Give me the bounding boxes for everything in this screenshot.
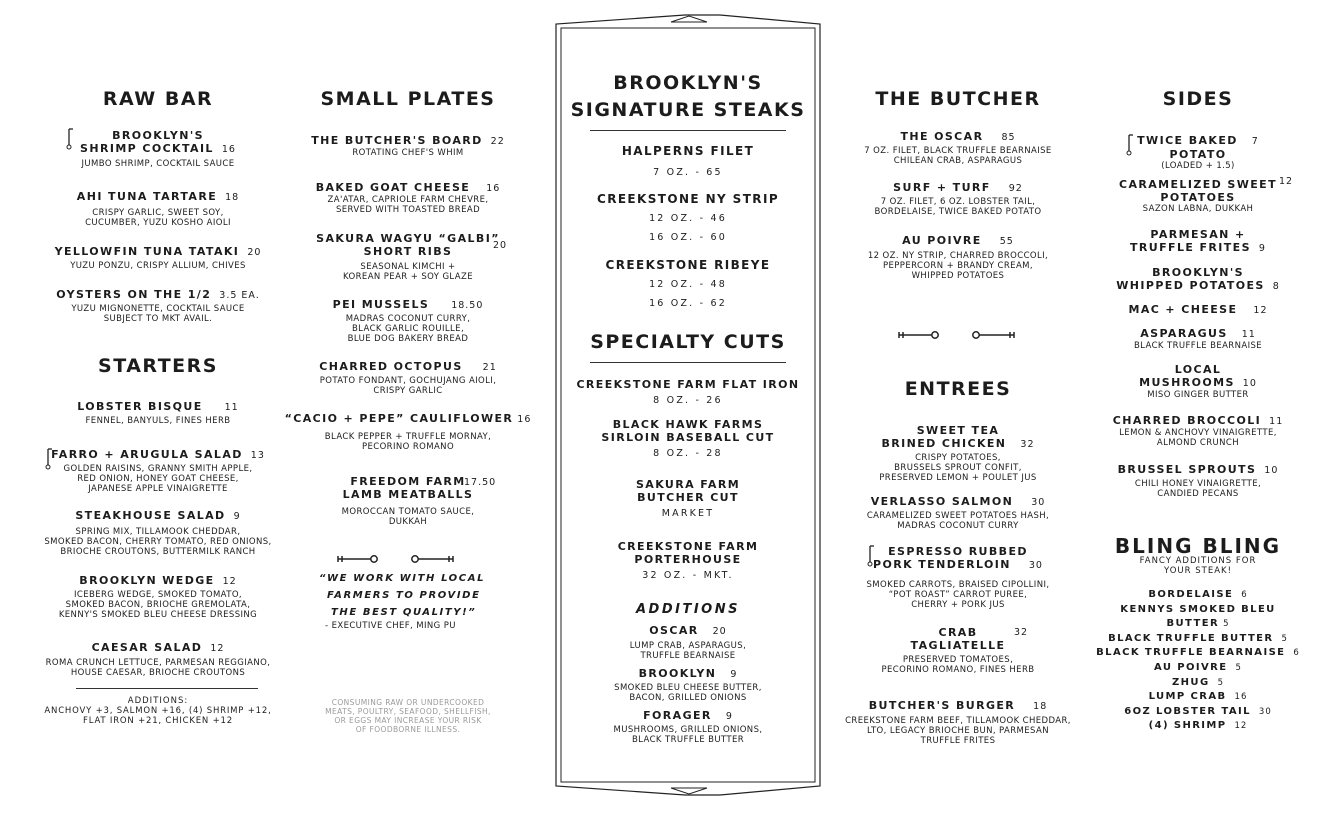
menu-item bbox=[283, 298, 533, 344]
bling-item-price: 6 bbox=[1241, 590, 1248, 600]
bling-item-name: LUMP CRAB bbox=[1148, 691, 1227, 703]
item-description: PECORINO ROMANO bbox=[361, 442, 455, 452]
additions-heading: ADDITIONS bbox=[636, 602, 740, 617]
item-name: BROOKLYN'S bbox=[112, 129, 204, 142]
menu-item bbox=[18, 190, 298, 228]
item-price: 9 bbox=[233, 511, 241, 522]
addition-description: LUMP CRAB, ASPARAGUS, bbox=[629, 641, 747, 651]
menu-item bbox=[283, 412, 533, 452]
item-description: (LOADED + 1.5) bbox=[1161, 161, 1235, 171]
item-price: 7 bbox=[1251, 136, 1259, 147]
disclaimer-text: CONSUMING RAW OR UNDERCOOKED bbox=[331, 698, 485, 707]
item-description: CHILI HONEY VINAIGRETTE, bbox=[1134, 479, 1262, 489]
cut-name: CREEKSTONE FARM FLAT IRON bbox=[576, 378, 800, 391]
item-description: ROMA CRUNCH LETTUCE, PARMESAN REGGIANO, bbox=[45, 658, 271, 668]
item-description: SEASONAL KIMCHI + bbox=[360, 262, 456, 272]
item-price: 22 bbox=[490, 136, 505, 147]
menu-item bbox=[18, 448, 298, 494]
bling-item-price: 30 bbox=[1258, 706, 1272, 717]
menu-item bbox=[18, 400, 298, 426]
addition-name: FORAGER bbox=[643, 709, 712, 722]
menu-item bbox=[1092, 414, 1304, 448]
bling-item-price: 6 bbox=[1293, 648, 1300, 659]
item-description: 7 OZ. FILET, BLACK TRUFFLE BEARNAISE bbox=[864, 146, 1052, 156]
key-ornament-icon bbox=[335, 550, 459, 569]
item-price: 17.50 bbox=[464, 477, 497, 488]
quote-line: FARMERS TO PROVIDE bbox=[327, 590, 481, 601]
additions-text: FLAT IRON +21, CHICKEN +12 bbox=[83, 716, 233, 726]
butcher-heading: THE BUTCHER bbox=[875, 88, 1041, 110]
item-price: 16 bbox=[517, 414, 532, 425]
menu-item bbox=[830, 181, 1086, 217]
item-description: PRESERVED TOMATOES, bbox=[902, 655, 1014, 665]
menu-item bbox=[18, 245, 298, 271]
item-price: 3.5 EA. bbox=[219, 290, 260, 301]
addition-item bbox=[566, 624, 810, 661]
starters-heading: STARTERS bbox=[98, 355, 218, 377]
addition-name: BROOKLYN bbox=[638, 667, 717, 680]
item-description: LEMON & ANCHOVY VINAIGRETTE, bbox=[1119, 428, 1277, 438]
addition-price: 9 bbox=[730, 669, 738, 680]
item-price: 18 bbox=[1033, 701, 1048, 712]
item-price: 12 bbox=[210, 643, 225, 654]
item-name: SWEET TEA bbox=[916, 424, 1000, 437]
cut-name: BUTCHER CUT bbox=[637, 491, 739, 504]
cut-item bbox=[566, 378, 810, 407]
item-description: YUZU MIGNONETTE, COCKTAIL SAUCE bbox=[71, 304, 245, 314]
menu-item bbox=[18, 574, 298, 620]
chef-quote bbox=[319, 570, 485, 632]
bling-item-name: (4) SHRIMP bbox=[1148, 720, 1227, 732]
item-description: BRUSSELS SPROUT CONFIT, bbox=[894, 463, 1022, 473]
item-name: BRUSSEL SPROUTS bbox=[1117, 463, 1257, 476]
item-description: ALMOND CRUNCH bbox=[1156, 438, 1240, 448]
item-price: 55 bbox=[999, 236, 1014, 247]
item-description: HOUSE CAESAR, BRIOCHE CROUTONS bbox=[70, 668, 246, 678]
bling-heading: BLING BLING bbox=[1114, 534, 1282, 558]
item-description: BRIOCHE CROUTONS, BUTTERMILK RANCH bbox=[60, 547, 256, 557]
item-name: BUTCHER'S BURGER bbox=[868, 699, 1016, 712]
item-description: PECORINO ROMANO, FINES HERB bbox=[881, 665, 1035, 675]
item-name: SURF + TURF bbox=[893, 181, 991, 194]
item-price: 32 bbox=[1014, 627, 1029, 638]
bling-item-price: 5 bbox=[1235, 662, 1242, 673]
steak-item bbox=[566, 145, 810, 179]
item-name: BAKED GOAT CHEESE bbox=[315, 181, 471, 194]
item-description: MADRAS COCONUT CURRY, bbox=[345, 314, 471, 324]
item-name: CHARRED BROCCOLI bbox=[1112, 414, 1262, 427]
menu-item bbox=[1092, 303, 1304, 317]
menu-item bbox=[1092, 266, 1304, 293]
item-description: PRESERVED LEMON + POULET JUS bbox=[879, 473, 1037, 483]
item-price: 16 bbox=[486, 183, 501, 194]
item-name: BRINED CHICKEN bbox=[881, 437, 1007, 450]
item-name: MUSHROOMS bbox=[1139, 376, 1235, 389]
item-name: LOBSTER BISQUE bbox=[77, 400, 203, 413]
item-name: MAC + CHEESE bbox=[1128, 303, 1238, 316]
bling-item-name: BORDELAISE bbox=[1148, 589, 1234, 600]
cut-name: PORTERHOUSE bbox=[634, 553, 742, 566]
item-name: POTATO bbox=[1169, 148, 1227, 161]
addition-description: BACON, GRILLED ONIONS bbox=[629, 693, 747, 703]
item-price: 9 bbox=[1258, 243, 1266, 254]
item-price: 32 bbox=[1020, 439, 1035, 450]
disclaimer-text: OR EGGS MAY INCREASE YOUR RISK bbox=[334, 716, 482, 725]
signature-heading: SIGNATURE STEAKS bbox=[570, 99, 806, 121]
item-description: RED ONION, HONEY GOAT CHEESE, bbox=[77, 474, 239, 484]
bling-item-price: 5 bbox=[1217, 677, 1224, 688]
addition-item bbox=[566, 667, 810, 703]
item-description: 12 OZ. NY STRIP, CHARRED BROCCOLI, bbox=[867, 251, 1049, 261]
item-price: 8 bbox=[1272, 281, 1280, 292]
item-price: 20 bbox=[493, 240, 508, 251]
addition-name: OSCAR bbox=[649, 624, 699, 637]
item-description: BLACK PEPPER + TRUFFLE MORNAY, bbox=[324, 432, 492, 442]
item-name: LAMB MEATBALLS bbox=[342, 488, 474, 501]
signature-icon bbox=[66, 128, 74, 154]
steak-name: CREEKSTONE RIBEYE bbox=[605, 258, 771, 272]
item-name: OYSTERS ON THE 1/2 bbox=[56, 288, 212, 301]
bling-item-name: BLACK TRUFFLE BUTTER bbox=[1108, 632, 1274, 644]
item-description: MISO GINGER BUTTER bbox=[1147, 390, 1249, 400]
menu-item bbox=[18, 641, 298, 678]
menu-item bbox=[1092, 327, 1304, 351]
disclaimer-text: MEATS, POULTRY, SEAFOOD, SHELLFISH, bbox=[325, 707, 491, 716]
item-price: 11 bbox=[1241, 329, 1256, 340]
item-price: 21 bbox=[482, 362, 497, 373]
addition-item bbox=[566, 709, 810, 745]
steak-size: 12 OZ. - 48 bbox=[649, 279, 727, 290]
menu-item bbox=[1092, 134, 1304, 171]
item-name: CAESAR SALAD bbox=[91, 641, 203, 654]
item-price: 20 bbox=[247, 247, 262, 258]
bling-item-price: 16 bbox=[1234, 692, 1248, 703]
steak-item bbox=[566, 193, 810, 244]
cut-name: BLACK HAWK FARMS bbox=[612, 418, 764, 431]
disclaimer-text: OF FOODBORNE ILLNESS. bbox=[355, 725, 461, 734]
item-description: LTO, LEGACY BRIOCHE BUN, PARMESAN bbox=[867, 726, 1049, 736]
item-description: BLUE DOG BAKERY BREAD bbox=[347, 334, 469, 344]
item-description: PEPPERCORN + BRANDY CREAM, bbox=[882, 261, 1034, 271]
item-description: BLACK GARLIC ROUILLE, bbox=[351, 324, 465, 334]
item-name: TRUFFLE FRITES bbox=[1130, 241, 1251, 254]
item-price: 92 bbox=[1008, 183, 1023, 194]
bling-subtitle-text: YOUR STEAK! bbox=[1163, 566, 1232, 576]
item-description: CRISPY POTATOES, bbox=[915, 453, 1001, 463]
item-name: AHI TUNA TARTARE bbox=[76, 190, 218, 203]
bling-subtitle bbox=[1092, 556, 1304, 576]
item-description: SMOKED BACON, BRIOCHE GREMOLATA, bbox=[65, 600, 251, 610]
steak-size: 7 OZ. - 65 bbox=[653, 167, 723, 178]
item-name: “CACIO + PEPE” CAULIFLOWER bbox=[284, 412, 514, 425]
additions-note bbox=[18, 696, 298, 726]
item-description: CHILEAN CRAB, ASPARAGUS bbox=[893, 156, 1023, 166]
addition-price: 20 bbox=[712, 626, 727, 637]
key-ornament-icon bbox=[896, 326, 1020, 345]
item-name: SHORT RIBS bbox=[363, 245, 453, 258]
item-name: TAGLIATELLE bbox=[910, 639, 1006, 652]
bling-item-name: ZHUG bbox=[1172, 676, 1210, 688]
item-description: DUKKAH bbox=[388, 517, 428, 527]
menu-item bbox=[283, 181, 533, 215]
additions-text: ANCHOVY +3, SALMON +16, (4) SHRIMP +12, bbox=[44, 706, 272, 716]
cut-name: SIRLOIN BASEBALL CUT bbox=[601, 431, 775, 444]
steak-item bbox=[566, 259, 810, 310]
cut-item bbox=[566, 418, 810, 460]
item-price: 18 bbox=[225, 192, 240, 203]
signature-heading: BROOKLYN'S bbox=[613, 72, 763, 94]
item-name: ESPRESSO RUBBED bbox=[888, 545, 1028, 558]
cut-size: 32 OZ. - MKT. bbox=[642, 570, 734, 581]
item-description: MADRAS COCONUT CURRY bbox=[897, 521, 1019, 531]
bling-item-price: 5 bbox=[1223, 619, 1230, 630]
item-name: STEAKHOUSE SALAD bbox=[75, 509, 226, 522]
item-price: 12 bbox=[1253, 305, 1268, 316]
item-name: CARAMELIZED SWEET bbox=[1119, 178, 1277, 191]
bling-item-price: 12 bbox=[1234, 721, 1248, 732]
quote-attribution: - EXECUTIVE CHEF, MING PU bbox=[325, 621, 456, 631]
bling-list bbox=[1092, 588, 1304, 734]
item-description: YUZU PONZU, CRISPY ALLIUM, CHIVES bbox=[70, 261, 246, 271]
bling-item-name: BLACK TRUFFLE BEARNAISE bbox=[1096, 647, 1286, 659]
item-description: BORDELAISE, TWICE BAKED POTATO bbox=[874, 207, 1042, 217]
cut-name: SAKURA FARM bbox=[635, 478, 741, 491]
item-price: 16 bbox=[221, 144, 236, 155]
item-name: THE BUTCHER'S BOARD bbox=[311, 134, 483, 147]
steak-size: 12 OZ. - 46 bbox=[649, 213, 727, 224]
item-name: POTATOES bbox=[1160, 191, 1236, 204]
item-price: 18.50 bbox=[451, 300, 484, 311]
menu-item bbox=[830, 234, 1086, 281]
menu-item bbox=[830, 699, 1086, 746]
divider bbox=[76, 688, 258, 689]
steak-size: 16 OZ. - 62 bbox=[649, 298, 727, 309]
item-description: SMOKED BACON, CHERRY TOMATO, RED ONIONS, bbox=[44, 537, 272, 547]
item-description: 7 OZ. FILET, 6 OZ. LOBSTER TAIL, bbox=[880, 197, 1036, 207]
cut-item bbox=[566, 540, 810, 582]
divider bbox=[590, 362, 786, 363]
item-name: AU POIVRE bbox=[902, 234, 982, 247]
item-name: PEI MUSSELS bbox=[332, 298, 430, 311]
item-name: FARRO + ARUGULA SALAD bbox=[51, 448, 243, 461]
item-description: “POT ROAST” CARROT PUREE, bbox=[888, 590, 1028, 600]
item-description: ZA'ATAR, CAPRIOLE FARM CHEVRE, bbox=[327, 195, 489, 205]
quote-line: THE BEST QUALITY!” bbox=[331, 607, 477, 618]
menu-item bbox=[830, 424, 1086, 483]
signature-icon bbox=[45, 448, 53, 474]
small-plates-heading: SMALL PLATES bbox=[320, 88, 496, 110]
bling-subtitle-text: FANCY ADDITIONS FOR bbox=[1139, 556, 1257, 566]
addition-price: 9 bbox=[725, 711, 733, 722]
bling-item-price: 5 bbox=[1281, 633, 1288, 644]
item-description: TRUFFLE FRITES bbox=[920, 736, 996, 746]
specialty-heading: SPECIALTY CUTS bbox=[590, 331, 786, 353]
cut-item bbox=[566, 478, 810, 520]
item-name: CHARRED OCTOPUS bbox=[319, 360, 463, 373]
item-price: 30 bbox=[1031, 497, 1046, 508]
item-description: JAPANESE APPLE VINAIGRETTE bbox=[88, 484, 228, 494]
steak-name: HALPERNS FILET bbox=[621, 144, 755, 158]
item-price: 85 bbox=[1001, 132, 1016, 143]
item-name: BROOKLYN WEDGE bbox=[79, 574, 215, 587]
menu-item bbox=[830, 495, 1086, 531]
item-name: THE OSCAR bbox=[900, 130, 984, 143]
disclaimer bbox=[283, 698, 533, 734]
bling-item-name: KENNYS SMOKED BLEU BUTTER bbox=[1120, 603, 1276, 630]
additions-title: ADDITIONS: bbox=[127, 696, 189, 706]
item-description: MOROCCAN TOMATO SAUCE, bbox=[341, 507, 475, 517]
item-description: SPRING MIX, TILLAMOOK CHEDDAR, bbox=[75, 527, 241, 537]
entrees-heading: ENTREES bbox=[904, 378, 1012, 400]
item-price: 12 bbox=[222, 576, 237, 587]
item-price: 30 bbox=[1028, 560, 1043, 571]
menu-item bbox=[1092, 178, 1304, 214]
item-name: WHIPPED POTATOES bbox=[1116, 279, 1265, 292]
menu-item bbox=[1092, 228, 1304, 255]
item-description: CHERRY + PORK JUS bbox=[911, 600, 1005, 610]
item-description: JUMBO SHRIMP, COCKTAIL SAUCE bbox=[81, 159, 235, 169]
item-description: CUCUMBER, YUZU KOSHO AIOLI bbox=[85, 218, 231, 228]
item-name: SHRIMP COCKTAIL bbox=[80, 142, 214, 155]
addition-description: SMOKED BLEU CHEESE BUTTER, bbox=[614, 683, 762, 693]
item-description: CRISPY GARLIC, SWEET SOY, bbox=[92, 208, 224, 218]
steak-size: 16 OZ. - 60 bbox=[649, 232, 727, 243]
signature-icon bbox=[1126, 134, 1134, 160]
item-name: LOCAL bbox=[1174, 363, 1222, 376]
item-description: SAZON LABNA, DUKKAH bbox=[1142, 204, 1254, 214]
item-name: ASPARAGUS bbox=[1140, 327, 1228, 340]
item-description: KENNY'S SMOKED BLEU CHEESE DRESSING bbox=[58, 610, 258, 620]
item-name: TWICE BAKED bbox=[1137, 134, 1238, 147]
item-description: BLACK TRUFFLE BEARNAISE bbox=[1133, 341, 1263, 351]
addition-description: BLACK TRUFFLE BUTTER bbox=[631, 735, 745, 745]
steak-name: CREEKSTONE NY STRIP bbox=[596, 192, 780, 206]
addition-description: MUSHROOMS, GRILLED ONIONS, bbox=[613, 725, 763, 735]
item-description: SERVED WITH TOASTED BREAD bbox=[335, 205, 481, 215]
divider bbox=[590, 130, 786, 131]
item-description: POTATO FONDANT, GOCHUJANG AIOLI, bbox=[319, 376, 497, 386]
item-name: PARMESAN + bbox=[1150, 228, 1246, 241]
menu-item bbox=[1092, 363, 1304, 400]
item-description: CANDIED PECANS bbox=[1157, 489, 1239, 499]
item-name: FREEDOM FARM bbox=[350, 475, 466, 488]
menu-item bbox=[18, 509, 298, 557]
item-price: 13 bbox=[250, 450, 265, 461]
item-description: KOREAN PEAR + SOY GLAZE bbox=[343, 272, 473, 282]
cut-size: MARKET bbox=[661, 508, 715, 519]
item-price: 11 bbox=[224, 402, 239, 413]
item-name: CRAB bbox=[938, 626, 978, 639]
menu-item bbox=[18, 288, 298, 324]
quote-line: “WE WORK WITH LOCAL bbox=[319, 573, 486, 584]
menu-item bbox=[283, 360, 533, 396]
item-description: CARAMELIZED SWEET POTATOES HASH, bbox=[866, 511, 1050, 521]
item-description: CRISPY GARLIC bbox=[373, 386, 443, 396]
raw-bar-heading: RAW BAR bbox=[102, 88, 214, 110]
bling-item-name: 6OZ LOBSTER TAIL bbox=[1124, 705, 1251, 717]
menu-item bbox=[830, 130, 1086, 166]
item-price: 11 bbox=[1269, 416, 1284, 427]
item-description: CREEKSTONE FARM BEEF, TILLAMOOK CHEDDAR, bbox=[845, 716, 1071, 726]
addition-description: TRUFFLE BEARNAISE bbox=[640, 651, 736, 661]
cut-size: 8 OZ. - 28 bbox=[653, 448, 723, 459]
item-name: PORK TENDERLOIN bbox=[873, 558, 1011, 571]
item-description: ICEBERG WEDGE, SMOKED TOMATO, bbox=[73, 590, 243, 600]
item-description: ROTATING CHEF'S WHIM bbox=[352, 148, 464, 158]
item-description: SMOKED CARROTS, BRAISED CIPOLLINI, bbox=[866, 580, 1050, 590]
sides-heading: SIDES bbox=[1162, 88, 1234, 110]
menu-item bbox=[283, 134, 533, 158]
item-description: GOLDEN RAISINS, GRANNY SMITH APPLE, bbox=[63, 464, 253, 474]
item-price: 12 bbox=[1279, 176, 1294, 187]
item-description: WHIPPED POTATOES bbox=[911, 271, 1005, 281]
menu-item bbox=[18, 129, 298, 169]
item-description: FENNEL, BANYULS, FINES HERB bbox=[85, 416, 231, 426]
menu-item bbox=[830, 626, 1086, 675]
item-description: SUBJECT TO MKT AVAIL. bbox=[103, 314, 213, 324]
item-name: VERLASSO SALMON bbox=[870, 495, 1014, 508]
item-price: 10 bbox=[1242, 378, 1257, 389]
item-name: YELLOWFIN TUNA TATAKI bbox=[54, 245, 240, 258]
item-price: 10 bbox=[1264, 465, 1279, 476]
menu-item bbox=[1092, 463, 1304, 499]
item-name: SAKURA WAGYU “GALBI” bbox=[316, 232, 500, 245]
cut-size: 8 OZ. - 26 bbox=[653, 395, 723, 406]
signature-icon bbox=[867, 545, 875, 571]
item-name: BROOKLYN'S bbox=[1152, 266, 1244, 279]
bling-item-name: AU POIVRE bbox=[1154, 661, 1228, 673]
cut-name: CREEKSTONE FARM bbox=[617, 540, 759, 553]
